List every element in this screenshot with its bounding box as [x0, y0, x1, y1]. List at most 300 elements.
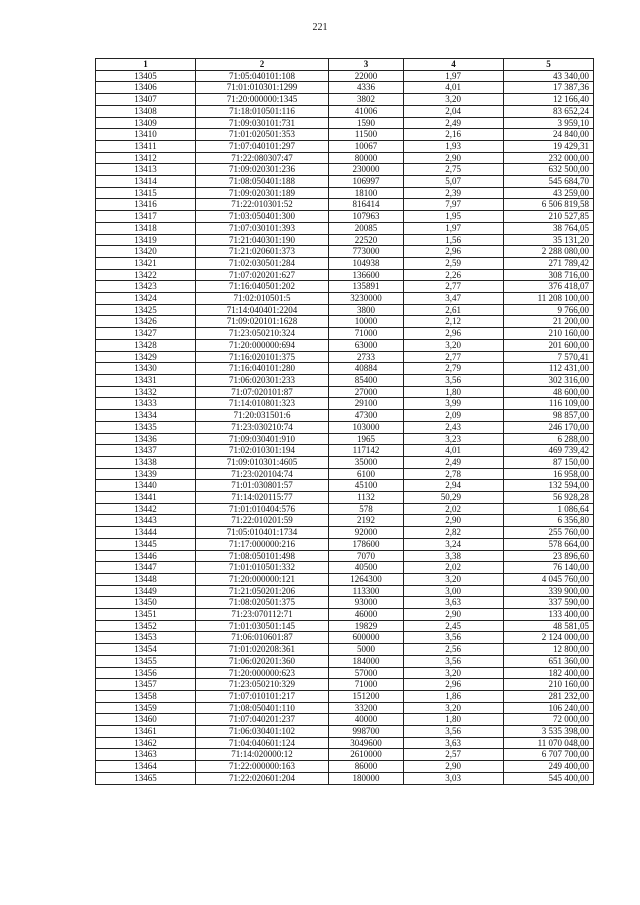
table-cell: 998700 — [329, 726, 404, 738]
table-cell: 71:01:010301:1299 — [196, 82, 329, 94]
table-cell: 13405 — [96, 70, 196, 82]
table-cell: 27000 — [329, 386, 404, 398]
table-cell: 3,20 — [404, 94, 504, 106]
table-cell: 40884 — [329, 363, 404, 375]
table-cell: 3,20 — [404, 339, 504, 351]
table-cell: 23 896,60 — [504, 550, 594, 562]
table-row — [96, 222, 594, 234]
table-cell: 48 600,00 — [504, 386, 594, 398]
table-cell: 71:07:040201:237 — [196, 714, 329, 726]
table-cell: 13429 — [96, 351, 196, 363]
table-cell: 71:09:020101:1628 — [196, 316, 329, 328]
table-cell: 773000 — [329, 246, 404, 258]
table-cell: 19 429,31 — [504, 140, 594, 152]
table-cell: 13459 — [96, 702, 196, 714]
table-cell: 12 800,00 — [504, 644, 594, 656]
table-cell: 13450 — [96, 597, 196, 609]
table-cell: 13438 — [96, 456, 196, 468]
table-cell: 249 400,00 — [504, 761, 594, 773]
table-cell: 3,03 — [404, 772, 504, 784]
table-cell: 6 707 700,00 — [504, 749, 594, 761]
table-cell: 1264300 — [329, 573, 404, 585]
table-row — [96, 573, 594, 585]
table-cell: 71000 — [329, 328, 404, 340]
table-cell: 255 760,00 — [504, 527, 594, 539]
table-row — [96, 714, 594, 726]
table-row — [96, 620, 594, 632]
table-cell: 20085 — [329, 222, 404, 234]
table-row — [96, 70, 594, 82]
table-cell: 71:06:030401:102 — [196, 726, 329, 738]
table-cell: 71:02:010501:5 — [196, 293, 329, 305]
table-cell: 71:09:020301:189 — [196, 187, 329, 199]
table-cell: 182 400,00 — [504, 667, 594, 679]
table-cell: 13440 — [96, 480, 196, 492]
table-row — [96, 679, 594, 691]
table-cell: 2,39 — [404, 187, 504, 199]
table-cell: 33200 — [329, 702, 404, 714]
table-cell: 106997 — [329, 176, 404, 188]
table-cell: 40500 — [329, 562, 404, 574]
table-cell: 41006 — [329, 105, 404, 117]
table-cell: 2,12 — [404, 316, 504, 328]
table-cell: 87 150,00 — [504, 456, 594, 468]
table-cell: 38 764,05 — [504, 222, 594, 234]
table-cell: 76 140,00 — [504, 562, 594, 574]
table-cell: 2,90 — [404, 515, 504, 527]
table-cell: 71:09:030401:910 — [196, 433, 329, 445]
table-row — [96, 281, 594, 293]
table-cell: 308 716,00 — [504, 269, 594, 281]
table-cell: 13443 — [96, 515, 196, 527]
table-cell: 632 500,00 — [504, 164, 594, 176]
table-cell: 13455 — [96, 655, 196, 667]
table-cell: 2610000 — [329, 749, 404, 761]
table-row — [96, 538, 594, 550]
table-cell: 6100 — [329, 468, 404, 480]
table-row — [96, 374, 594, 386]
table-row — [96, 468, 594, 480]
table-cell: 210 527,85 — [504, 211, 594, 223]
table-cell: 6 288,00 — [504, 433, 594, 445]
table-cell: 13425 — [96, 304, 196, 316]
table-cell: 11 070 048,00 — [504, 737, 594, 749]
table-cell: 71:20:000000:121 — [196, 573, 329, 585]
table-cell: 63000 — [329, 339, 404, 351]
table-cell: 117142 — [329, 445, 404, 457]
table-cell: 40000 — [329, 714, 404, 726]
table-cell: 71:01:020208:361 — [196, 644, 329, 656]
table-cell: 17 387,36 — [504, 82, 594, 94]
table-cell: 133 400,00 — [504, 609, 594, 621]
table-cell: 2733 — [329, 351, 404, 363]
table-row — [96, 246, 594, 258]
table-cell: 13439 — [96, 468, 196, 480]
table-cell: 2,77 — [404, 351, 504, 363]
table-cell: 13444 — [96, 527, 196, 539]
table-cell: 4 045 760,00 — [504, 573, 594, 585]
table-cell: 246 170,00 — [504, 421, 594, 433]
table-cell: 2,75 — [404, 164, 504, 176]
table-row — [96, 445, 594, 457]
table-row — [96, 515, 594, 527]
table-cell: 3,20 — [404, 702, 504, 714]
table-cell: 136600 — [329, 269, 404, 281]
table-cell: 71:03:050401:300 — [196, 211, 329, 223]
table-cell: 132 594,00 — [504, 480, 594, 492]
table-cell: 3,20 — [404, 573, 504, 585]
table-cell: 71:23:050210:324 — [196, 328, 329, 340]
table-cell: 35 131,20 — [504, 234, 594, 246]
table-cell: 2,77 — [404, 281, 504, 293]
table-cell: 3,23 — [404, 433, 504, 445]
table-cell: 92000 — [329, 527, 404, 539]
table-cell: 12 166,40 — [504, 94, 594, 106]
table-cell: 13417 — [96, 211, 196, 223]
table-cell: 13421 — [96, 257, 196, 269]
table-cell: 43 340,00 — [504, 70, 594, 82]
table-cell: 71:08:020501:375 — [196, 597, 329, 609]
table-cell: 210 160,00 — [504, 328, 594, 340]
column-header: 5 — [504, 59, 594, 71]
table-cell: 71:09:020301:236 — [196, 164, 329, 176]
table-cell: 71:22:010301:52 — [196, 199, 329, 211]
table-cell: 71:16:040501:202 — [196, 281, 329, 293]
table-cell: 1,97 — [404, 70, 504, 82]
table-cell: 71:05:010401:1734 — [196, 527, 329, 539]
table-cell: 13442 — [96, 503, 196, 515]
table-cell: 651 360,00 — [504, 655, 594, 667]
table-cell: 210 160,00 — [504, 679, 594, 691]
table-cell: 13462 — [96, 737, 196, 749]
table-row — [96, 456, 594, 468]
table-cell: 13427 — [96, 328, 196, 340]
table-cell: 71:09:010301:4605 — [196, 456, 329, 468]
column-header: 1 — [96, 59, 196, 71]
table-cell: 13410 — [96, 129, 196, 141]
table-cell: 5,07 — [404, 176, 504, 188]
table-cell: 13416 — [96, 199, 196, 211]
table-cell: 13415 — [96, 187, 196, 199]
table-cell: 71:23:070112:71 — [196, 609, 329, 621]
table-cell: 232 000,00 — [504, 152, 594, 164]
table-cell: 3,20 — [404, 667, 504, 679]
table-cell: 302 316,00 — [504, 374, 594, 386]
table-cell: 71:02:030501:284 — [196, 257, 329, 269]
table-row — [96, 655, 594, 667]
table-cell: 10000 — [329, 316, 404, 328]
table-cell: 2,59 — [404, 257, 504, 269]
table-cell: 3,56 — [404, 374, 504, 386]
table-cell: 3 959,10 — [504, 117, 594, 129]
table-cell: 135891 — [329, 281, 404, 293]
table-cell: 22000 — [329, 70, 404, 82]
table-cell: 71:21:050201:206 — [196, 585, 329, 597]
table-cell: 7,97 — [404, 199, 504, 211]
table-cell: 19829 — [329, 620, 404, 632]
table-cell: 2 288 080,00 — [504, 246, 594, 258]
table-cell: 3,24 — [404, 538, 504, 550]
table-cell: 85400 — [329, 374, 404, 386]
table-cell: 71:20:031501:6 — [196, 410, 329, 422]
page-number: 221 — [312, 22, 328, 33]
table-cell: 13411 — [96, 140, 196, 152]
table-row — [96, 527, 594, 539]
table-cell: 11 208 100,00 — [504, 293, 594, 305]
table-cell: 1590 — [329, 117, 404, 129]
table-cell: 13407 — [96, 94, 196, 106]
table-cell: 71:14:020000:12 — [196, 749, 329, 761]
table-cell: 71:01:030501:145 — [196, 620, 329, 632]
table-cell: 2,82 — [404, 527, 504, 539]
table-cell: 13454 — [96, 644, 196, 656]
table-cell: 3,47 — [404, 293, 504, 305]
table-cell: 3,00 — [404, 585, 504, 597]
table-row — [96, 421, 594, 433]
table-cell: 2,43 — [404, 421, 504, 433]
table-cell: 13445 — [96, 538, 196, 550]
table-row — [96, 304, 594, 316]
table-row — [96, 351, 594, 363]
table-cell: 71:23:030210:74 — [196, 421, 329, 433]
table-cell: 2,90 — [404, 152, 504, 164]
table-cell: 4336 — [329, 82, 404, 94]
table-row — [96, 269, 594, 281]
table-row — [96, 644, 594, 656]
table-cell: 1,56 — [404, 234, 504, 246]
table-cell: 2,96 — [404, 679, 504, 691]
table-cell: 13432 — [96, 386, 196, 398]
table-cell: 71:01:010501:332 — [196, 562, 329, 574]
table-cell: 46000 — [329, 609, 404, 621]
table-cell: 13406 — [96, 82, 196, 94]
table-cell: 178600 — [329, 538, 404, 550]
table-cell: 13437 — [96, 445, 196, 457]
table-cell: 201 600,00 — [504, 339, 594, 351]
table-cell: 13423 — [96, 281, 196, 293]
table-cell: 86000 — [329, 761, 404, 773]
table-cell: 13433 — [96, 398, 196, 410]
table-cell: 71:07:040101:297 — [196, 140, 329, 152]
table-cell: 1965 — [329, 433, 404, 445]
table-cell: 71:17:000000:216 — [196, 538, 329, 550]
table-cell: 13456 — [96, 667, 196, 679]
table-cell: 13424 — [96, 293, 196, 305]
table-cell: 13448 — [96, 573, 196, 585]
table-cell: 2,02 — [404, 503, 504, 515]
table-cell: 13408 — [96, 105, 196, 117]
table-cell: 3,56 — [404, 726, 504, 738]
table-cell: 71:06:020201:360 — [196, 655, 329, 667]
table-cell: 3,38 — [404, 550, 504, 562]
table-cell: 2192 — [329, 515, 404, 527]
table-cell: 3800 — [329, 304, 404, 316]
table-cell: 13409 — [96, 117, 196, 129]
table-row — [96, 105, 594, 117]
table-row — [96, 140, 594, 152]
table-cell: 13422 — [96, 269, 196, 281]
table-cell: 13426 — [96, 316, 196, 328]
table-row — [96, 398, 594, 410]
table-row — [96, 726, 594, 738]
table-cell: 3,63 — [404, 597, 504, 609]
table-cell: 4,01 — [404, 445, 504, 457]
table-cell: 1,95 — [404, 211, 504, 223]
table-cell: 2,49 — [404, 117, 504, 129]
table-cell: 1,97 — [404, 222, 504, 234]
table-cell: 71:23:020104:74 — [196, 468, 329, 480]
table-cell: 1132 — [329, 492, 404, 504]
table-cell: 151200 — [329, 690, 404, 702]
table-cell: 71:01:020501:353 — [196, 129, 329, 141]
table-header-row — [96, 59, 594, 71]
table-row — [96, 129, 594, 141]
table-cell: 7 570,41 — [504, 351, 594, 363]
table-cell: 43 259,00 — [504, 187, 594, 199]
table-cell: 71:08:050401:110 — [196, 702, 329, 714]
column-header: 4 — [404, 59, 504, 71]
table-row — [96, 550, 594, 562]
table-cell: 71000 — [329, 679, 404, 691]
table-cell: 13434 — [96, 410, 196, 422]
table-cell: 72 000,00 — [504, 714, 594, 726]
table-row — [96, 761, 594, 773]
table-cell: 13461 — [96, 726, 196, 738]
table-cell: 2,09 — [404, 410, 504, 422]
table-cell: 10067 — [329, 140, 404, 152]
table-cell: 376 418,07 — [504, 281, 594, 293]
table-cell: 71:14:040401:2204 — [196, 304, 329, 316]
table-cell: 71:22:080307:47 — [196, 152, 329, 164]
table-cell: 6 356,80 — [504, 515, 594, 527]
table-cell: 545 684,70 — [504, 176, 594, 188]
table-cell: 71:16:020101:375 — [196, 351, 329, 363]
table-row — [96, 667, 594, 679]
table-cell: 13435 — [96, 421, 196, 433]
table-cell: 71:21:040301:190 — [196, 234, 329, 246]
table-cell: 103000 — [329, 421, 404, 433]
table-row — [96, 176, 594, 188]
table-row — [96, 363, 594, 375]
table-cell: 71:16:040101:280 — [196, 363, 329, 375]
table-cell: 71:18:010501:116 — [196, 105, 329, 117]
table-cell: 13420 — [96, 246, 196, 258]
data-table — [95, 58, 594, 785]
table-row — [96, 410, 594, 422]
column-header: 2 — [196, 59, 329, 71]
table-row — [96, 492, 594, 504]
table-row — [96, 609, 594, 621]
table-cell: 13428 — [96, 339, 196, 351]
table-cell: 71:14:020115:77 — [196, 492, 329, 504]
table-cell: 22520 — [329, 234, 404, 246]
table-cell: 13453 — [96, 632, 196, 644]
table-row — [96, 737, 594, 749]
table-row — [96, 339, 594, 351]
table-row — [96, 234, 594, 246]
table-cell: 83 652,24 — [504, 105, 594, 117]
table-cell: 578 — [329, 503, 404, 515]
table-cell: 2,16 — [404, 129, 504, 141]
table-body — [96, 70, 594, 784]
table-row — [96, 293, 594, 305]
table-cell: 71:07:020101:87 — [196, 386, 329, 398]
table-cell: 2 124 000,00 — [504, 632, 594, 644]
table-cell: 13464 — [96, 761, 196, 773]
table-cell: 3230000 — [329, 293, 404, 305]
table-cell: 71:20:000000:623 — [196, 667, 329, 679]
table-cell: 35000 — [329, 456, 404, 468]
table-cell: 1,86 — [404, 690, 504, 702]
table-cell: 71:05:040101:108 — [196, 70, 329, 82]
table-cell: 3 535 398,00 — [504, 726, 594, 738]
table-cell: 13447 — [96, 562, 196, 574]
table-cell: 116 109,00 — [504, 398, 594, 410]
table-cell: 13449 — [96, 585, 196, 597]
table-cell: 600000 — [329, 632, 404, 644]
table-row — [96, 199, 594, 211]
table-cell: 339 900,00 — [504, 585, 594, 597]
table-cell: 113300 — [329, 585, 404, 597]
table-cell: 13418 — [96, 222, 196, 234]
table-cell: 9 766,00 — [504, 304, 594, 316]
table-cell: 71:22:000000:163 — [196, 761, 329, 773]
table-cell: 71:20:000000:694 — [196, 339, 329, 351]
table-cell: 18100 — [329, 187, 404, 199]
table-cell: 1,80 — [404, 714, 504, 726]
table-row — [96, 211, 594, 223]
table-cell: 2,90 — [404, 609, 504, 621]
table-cell: 71:20:000000:1345 — [196, 94, 329, 106]
table-row — [96, 772, 594, 784]
table-cell: 3049600 — [329, 737, 404, 749]
table-row — [96, 164, 594, 176]
table-cell: 2,02 — [404, 562, 504, 574]
table-cell: 13446 — [96, 550, 196, 562]
table-cell: 2,94 — [404, 480, 504, 492]
table-cell: 71:06:020301:233 — [196, 374, 329, 386]
table-cell: 71:21:020601:373 — [196, 246, 329, 258]
table-cell: 13457 — [96, 679, 196, 691]
table-cell: 13414 — [96, 176, 196, 188]
table-row — [96, 433, 594, 445]
table-row — [96, 94, 594, 106]
table-cell: 2,79 — [404, 363, 504, 375]
table-cell: 1,80 — [404, 386, 504, 398]
table-cell: 16 958,00 — [504, 468, 594, 480]
table-cell: 93000 — [329, 597, 404, 609]
table-cell: 71:14:010801:323 — [196, 398, 329, 410]
table-cell: 5000 — [329, 644, 404, 656]
table-cell: 469 739,42 — [504, 445, 594, 457]
table-cell: 13413 — [96, 164, 196, 176]
table-cell: 71:07:030101:393 — [196, 222, 329, 234]
table-row — [96, 328, 594, 340]
table-cell: 2,96 — [404, 246, 504, 258]
table-row — [96, 386, 594, 398]
table-cell: 71:22:010201:59 — [196, 515, 329, 527]
table-cell: 2,26 — [404, 269, 504, 281]
table-cell: 29100 — [329, 398, 404, 410]
table-cell: 281 232,00 — [504, 690, 594, 702]
table-cell: 13465 — [96, 772, 196, 784]
table-row — [96, 749, 594, 761]
table-cell: 6 506 819,58 — [504, 199, 594, 211]
table-cell: 80000 — [329, 152, 404, 164]
table-cell: 230000 — [329, 164, 404, 176]
table-cell: 13452 — [96, 620, 196, 632]
table-row — [96, 702, 594, 714]
